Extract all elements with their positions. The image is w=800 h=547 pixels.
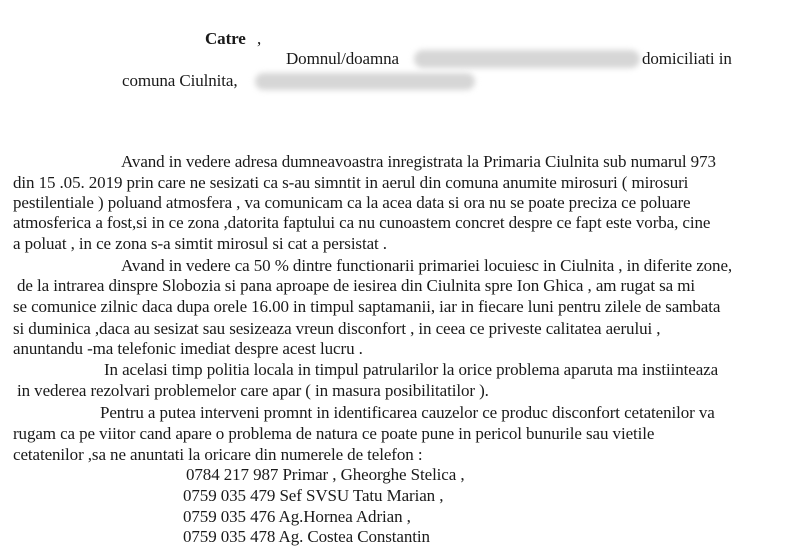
body-line: anuntandu -ma telefonic imediat despre acest lucru . bbox=[13, 339, 363, 358]
redacted-address bbox=[255, 73, 475, 90]
body-line: se comunice zilnic daca dupa orele 16.00 in timpul saptamanii, iar in fiecare luni pentru zilele de sambata bbox=[13, 297, 721, 316]
phone-entry: 0784 217 987 Primar , Gheorghe Stelica , bbox=[186, 465, 465, 484]
body-line: rugam ca pe viitor cand apare o problema de natura ce poate pune in pericol bunurile sau vietile bbox=[13, 424, 655, 443]
phone-entry: 0759 035 478 Ag. Costea Constantin bbox=[183, 527, 430, 546]
body-line: de la intrarea dinspre Slobozia si pana aproape de iesirea din Ciulnita spre Ion Ghica , am rugat sa mi bbox=[17, 276, 695, 295]
body-line: Pentru a putea interveni promnt in identificarea cauzelor ce produc disconfort cetatenilor va bbox=[100, 403, 715, 422]
body-line: Avand in vedere adresa dumneavoastra inregistrata la Primaria Ciulnita sub numarul 973 bbox=[121, 152, 716, 171]
phone-entry: 0759 035 476 Ag.Hornea Adrian , bbox=[183, 507, 411, 526]
body-line: pestilentiale ) poluand atmosfera , va comunicam ca la acea data si ora nu se poate preciza ce poluare bbox=[13, 193, 691, 212]
greeting: Catre bbox=[205, 29, 246, 48]
body-line: si duminica ,daca au sesizat sau sesizeaza vreun disconfort , in ceea ce priveste calitatea aerului , bbox=[13, 319, 661, 338]
body-line: din 15 .05. 2019 prin care ne sesizati ca s-au simntit in aerul din comuna anumite mirosuri ( mirosuri bbox=[13, 173, 689, 192]
body-line: cetatenilor ,sa ne anuntati la oricare din numerele de telefon : bbox=[13, 445, 423, 464]
body-line: in vederea rezolvari problemelor care apar ( in masura posibilitatilor ). bbox=[17, 381, 489, 400]
addressee-label: Domnul/doamna bbox=[286, 49, 399, 68]
redacted-name bbox=[414, 50, 640, 68]
body-line: Avand in vedere ca 50 % dintre functionarii primariei locuiesc in Ciulnita , in diferite zone, bbox=[121, 256, 733, 275]
body-line: a poluat , in ce zona s-a simtit mirosul si cat a persistat . bbox=[13, 234, 387, 253]
greeting-comma: , bbox=[257, 29, 262, 48]
body-line: atmosferica a fost,si in ce zona ,datorita faptului ca nu cunoastem concret despre ce fapt este vorba, cine bbox=[13, 213, 711, 232]
phone-entry: 0759 035 479 Sef SVSU Tatu Marian , bbox=[183, 486, 444, 505]
addressee-suffix: domiciliati in bbox=[642, 49, 732, 68]
body-line: In acelasi timp politia locala in timpul patrularilor la orice problema aparuta ma instiinteaza bbox=[104, 360, 719, 379]
address-prefix: comuna Ciulnita, bbox=[122, 71, 238, 90]
